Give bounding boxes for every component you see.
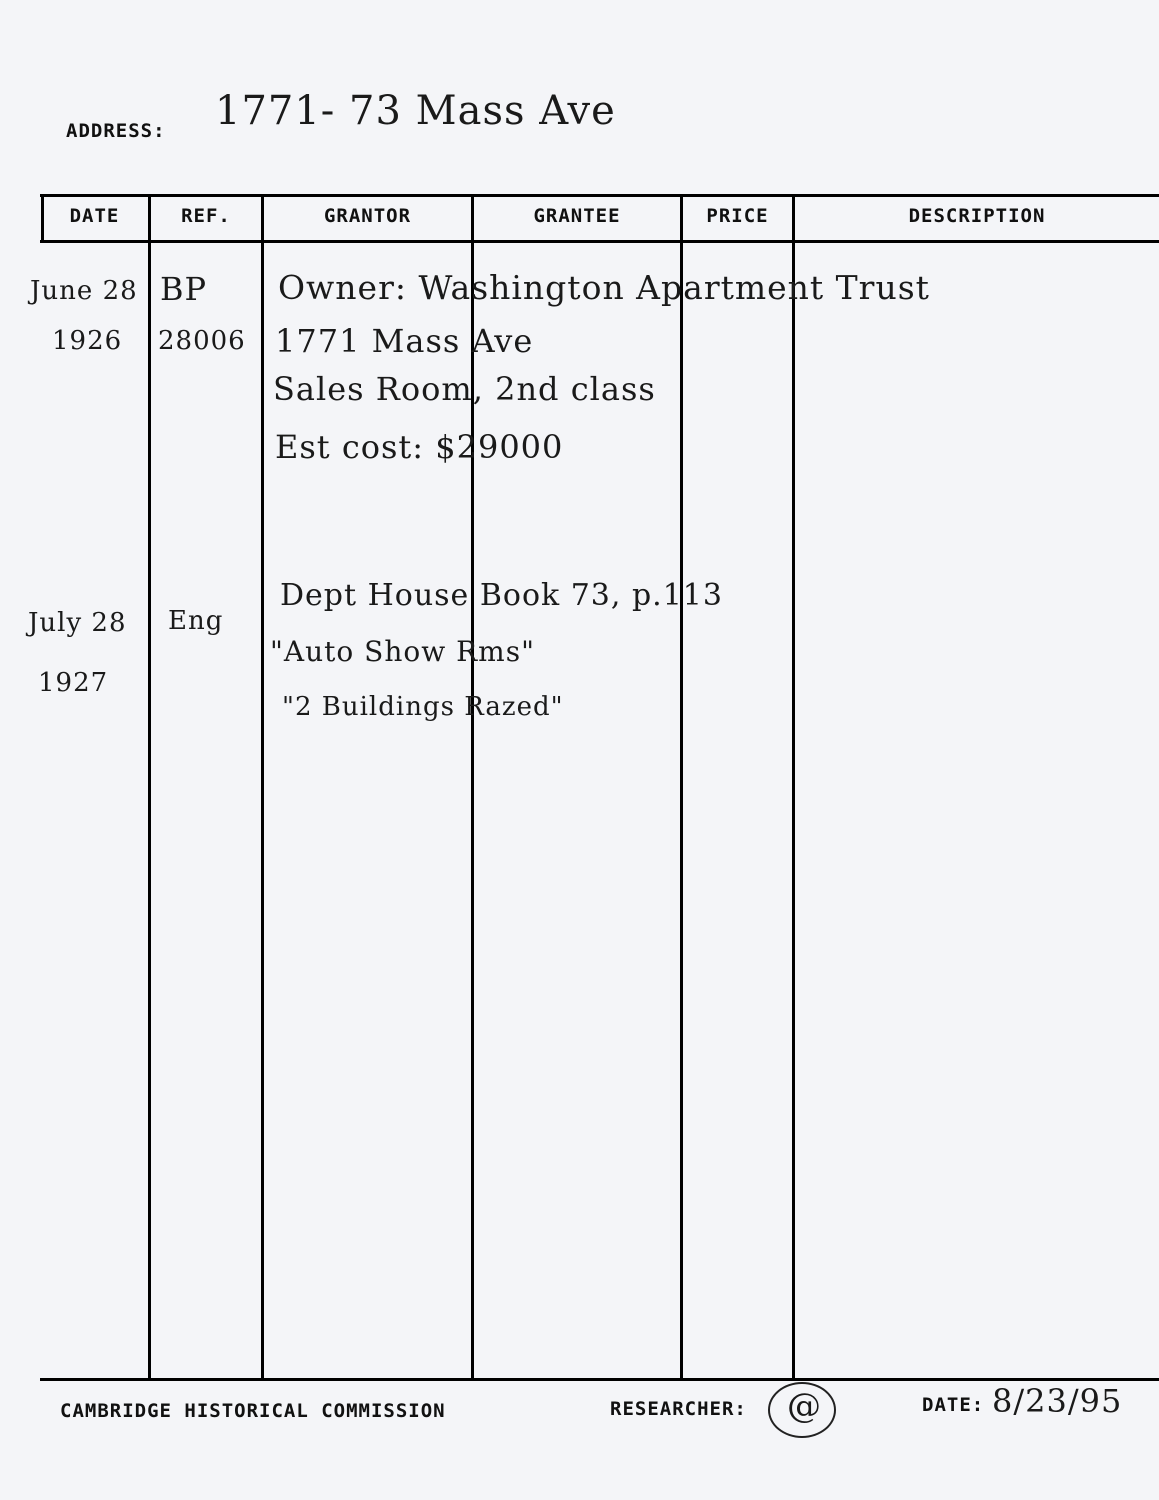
column-divider-grantor <box>261 194 264 1380</box>
column-header-date: DATE <box>69 205 120 227</box>
column-header-description: DESCRIPTION <box>908 205 1046 227</box>
entry-cost-line: Est cost: $29000 <box>275 428 564 466</box>
researcher-value: @ <box>787 1386 822 1426</box>
entry-ref: BP <box>160 270 208 308</box>
entry-year: 1927 <box>38 668 109 698</box>
entry-address-line: 1771 Mass Ave <box>275 322 534 360</box>
entry-year: 1926 <box>52 326 123 356</box>
commission-name: CAMBRIDGE HISTORICAL COMMISSION <box>60 1400 446 1422</box>
entry-note-line: "2 Buildings Razed" <box>282 692 564 722</box>
address-label: ADDRESS: <box>66 120 166 142</box>
date-label: DATE: <box>922 1394 985 1416</box>
column-divider-description <box>792 194 795 1380</box>
entry-date: June 28 <box>30 276 138 306</box>
entry-source-line: Dept House Book 73, p.113 <box>280 578 723 613</box>
address-value: 1771- 73 Mass Ave <box>215 88 616 134</box>
table-bottom-rule <box>40 1378 1159 1381</box>
entry-owner-line: Owner: Washington Apartment Trust <box>278 268 930 307</box>
column-header-grantee: GRANTEE <box>533 205 621 227</box>
column-header-price: PRICE <box>706 205 769 227</box>
table-top-rule <box>40 194 1159 197</box>
column-header-ref: REF. <box>181 205 231 227</box>
entry-ref-number: 28006 <box>158 326 246 356</box>
column-header-grantor: GRANTOR <box>323 205 412 227</box>
entry-class-line: Sales Room, 2nd class <box>273 370 656 408</box>
date-value: 8/23/95 <box>992 1382 1123 1420</box>
entry-date: July 28 <box>28 608 127 638</box>
researcher-label: RESEARCHER: <box>610 1398 747 1420</box>
column-divider-ref <box>148 194 151 1380</box>
entry-ref: Eng <box>168 606 224 636</box>
entry-use-line: "Auto Show Rms" <box>270 635 535 668</box>
table-header-rule <box>40 240 1159 243</box>
column-divider-price <box>680 194 683 1380</box>
